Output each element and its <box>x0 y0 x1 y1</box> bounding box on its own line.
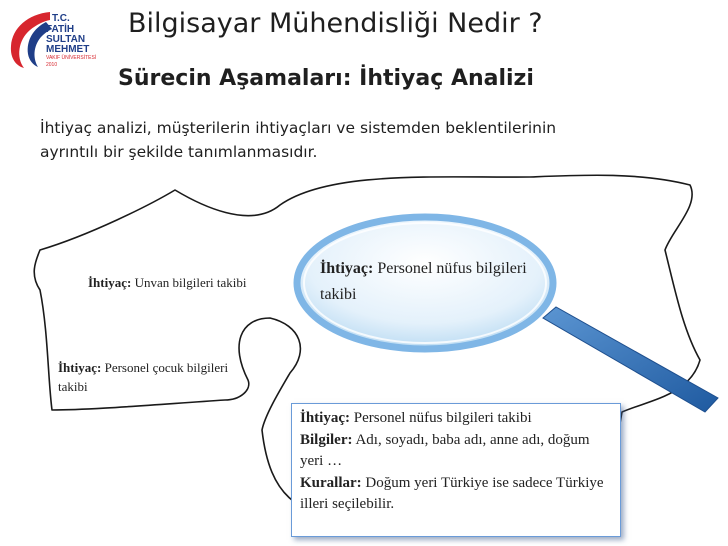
detail-need-text: Personel nüfus bilgileri takibi <box>353 410 532 426</box>
need-label: İhtiyaç: <box>88 275 132 290</box>
detail-need-row <box>300 408 612 430</box>
need-label: İhtiyaç: <box>320 260 374 277</box>
need-item-nufus-magnified <box>320 256 550 308</box>
need-text: Personel nüfus bilgileri takibi <box>320 260 527 303</box>
detail-data-label: Bilgiler: <box>300 431 353 448</box>
need-text: Personel çocuk bilgileri takibi <box>58 360 229 394</box>
intro-paragraph: İhtiyaç analizi, müşterilerin ihtiyaçları ve sistemden beklentilerinin ayrıntılı bir şekilde tanımlanmasıdır. <box>40 119 557 161</box>
need-item-unvan <box>88 272 258 293</box>
logo-text-year: 2010 <box>46 62 58 68</box>
detail-rules-text: Doğum yeri Türkiye ise sadece Türkiye illeri seçilebilir. <box>300 474 604 512</box>
detail-need-label: İhtiyaç: <box>300 410 350 426</box>
detail-rules-label: Kurallar: <box>300 474 362 491</box>
logo-text-university: VAKIF ÜNİVERSİTESİ <box>46 55 97 61</box>
need-detail-box <box>291 403 621 537</box>
need-item-cocuk <box>58 358 238 396</box>
slide-subtitle: Sürecin Aşamaları: İhtiyaç Analizi <box>118 66 534 91</box>
logo-text-fatih: FATİH <box>46 24 75 35</box>
need-text: Unvan bilgileri takibi <box>134 275 247 290</box>
need-label: İhtiyaç: <box>58 360 102 375</box>
logo-text-tc: T.C. <box>52 13 70 24</box>
logo-text-sultan: SULTAN <box>46 34 86 45</box>
detail-rules-row <box>300 473 612 516</box>
logo-text-mehmet: MEHMET <box>46 44 90 55</box>
slide-title: Bilgisayar Mühendisliği Nedir ? <box>128 8 543 39</box>
detail-data-text: Adı, soyadı, baba adı, anne adı, doğum yeri … <box>300 431 590 469</box>
detail-data-row <box>300 430 612 473</box>
magnifying-glass-icon <box>297 217 718 412</box>
